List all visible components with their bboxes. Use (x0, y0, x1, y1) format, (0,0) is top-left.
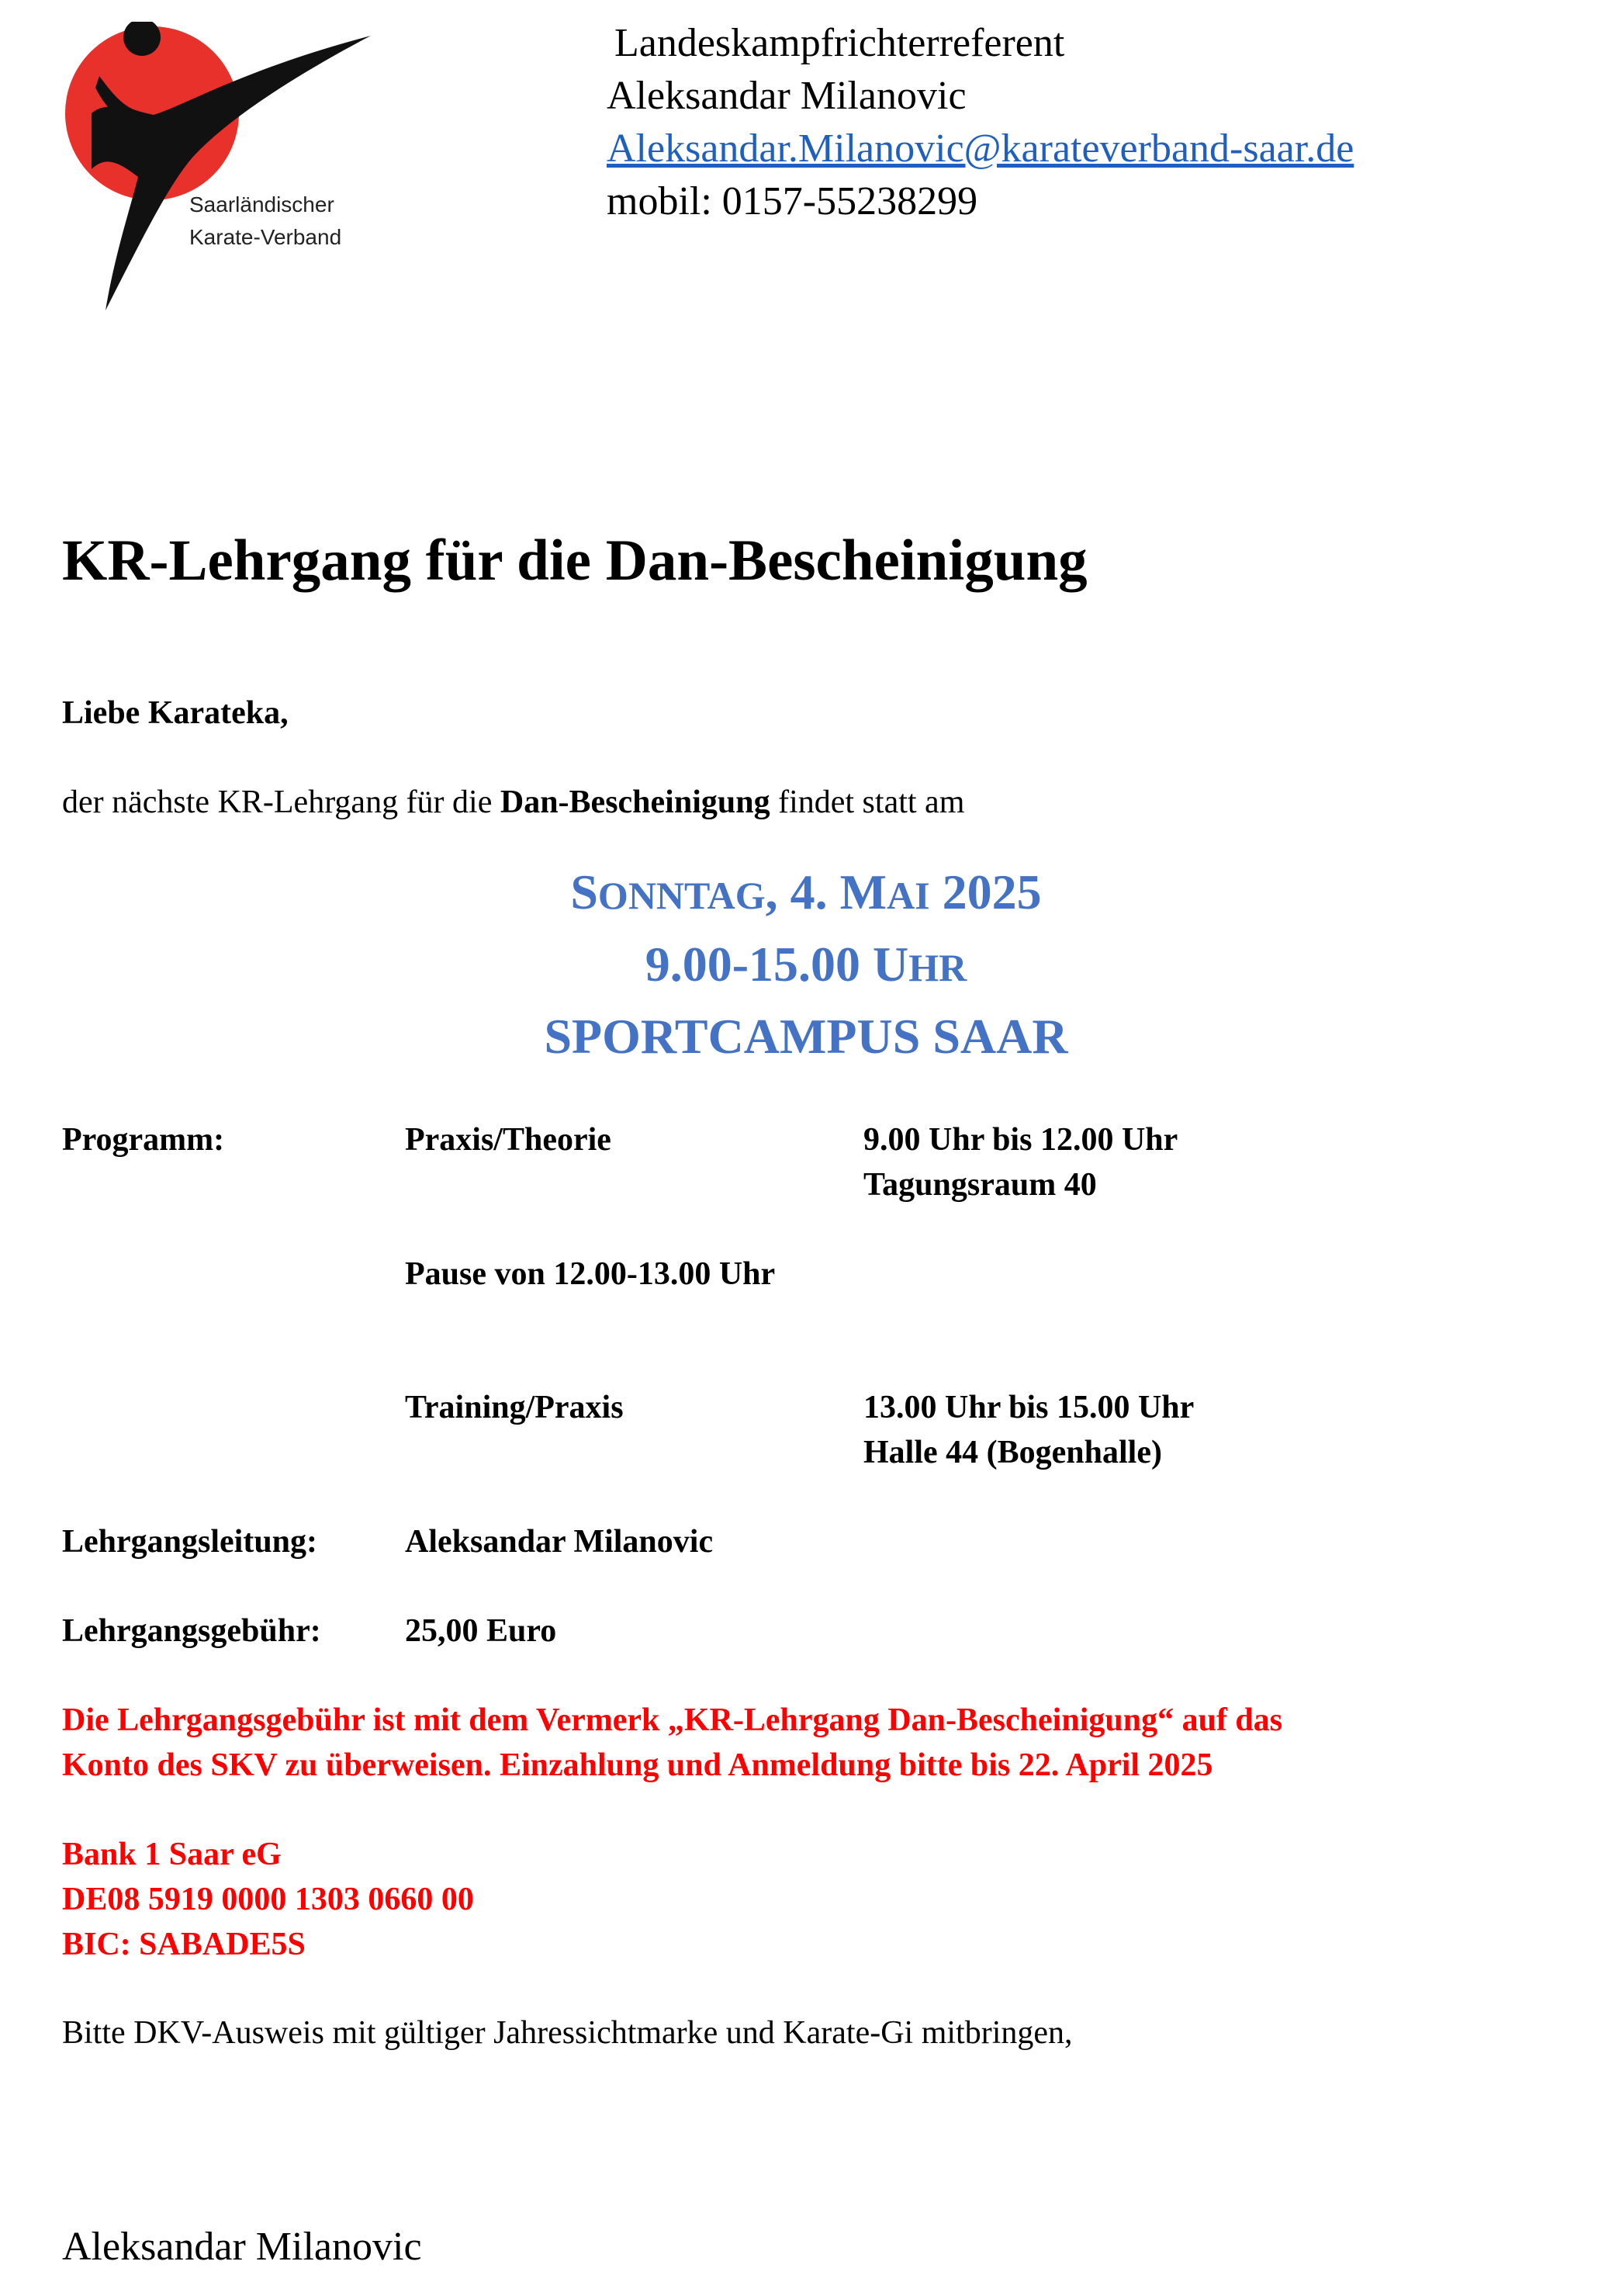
bank-iban: DE08 5919 0000 1303 0660 00 (62, 1882, 474, 1917)
payment-note-line-1: Die Lehrgangsgebühr ist mit dem Vermerk „KR-Lehrgang Dan-Bescheinigung“ auf das (62, 1702, 1283, 1738)
logo-line-2: Karate-Verband (189, 225, 342, 249)
greeting: Liebe Karateka, (62, 695, 289, 731)
page-title: KR-Lehrgang für die Dan-Bescheinigung (62, 528, 1088, 593)
program-activity-1: Praxis/Theorie (405, 1122, 611, 1158)
program-time-1: 9.00 Uhr bis 12.00 Uhr (863, 1122, 1178, 1158)
karate-figure-logo-icon (61, 22, 386, 317)
intro-after: findet statt am (770, 784, 965, 820)
program-room-1: Tagungsraum 40 (863, 1167, 1097, 1203)
bank-name: Bank 1 Saar eG (62, 1837, 282, 1872)
closing-text: Bitte DKV-Ausweis mit gültiger Jahressichtmarke und Karate-Gi mitbringen, (62, 2015, 1073, 2051)
logo-line-1: Saarländischer (189, 192, 334, 216)
program-label: Programm: (62, 1122, 225, 1158)
event-date: SONNTAG, 4. MAI 2025 (570, 864, 1042, 919)
bank-bic: BIC: SABADE5S (62, 1927, 306, 1962)
intro-text (62, 784, 964, 821)
contact-mobile: mobil: 0157-55238299 (607, 179, 978, 223)
payment-note-line-2: Konto des SKV zu überweisen. Einzahlung und Anmeldung bitte bis 22. April 2025 (62, 1747, 1213, 1783)
gebuehr-value: 25,00 Euro (405, 1613, 557, 1649)
program-activity-2: Training/Praxis (405, 1390, 624, 1425)
event-location: SPORTCAMPUS SAAR (544, 1009, 1068, 1064)
contact-name: Aleksandar Milanovic (607, 74, 967, 118)
contact-block (607, 17, 1354, 228)
logo (61, 22, 386, 317)
event-time: 9.00-15.00 UHR (645, 937, 967, 992)
intro-bold: Dan-Bescheinigung (500, 784, 770, 820)
program-pause: Pause von 12.00-13.00 Uhr (405, 1256, 776, 1292)
leitung-label: Lehrgangsleitung: (62, 1524, 318, 1560)
email-link[interactable]: Aleksandar.Milanovic@karateverband-saar.de (607, 126, 1354, 171)
program-time-2: 13.00 Uhr bis 15.00 Uhr (863, 1390, 1195, 1425)
contact-role: Landeskampfrichterreferent (614, 21, 1065, 65)
gebuehr-label: Lehrgangsgebühr: (62, 1613, 321, 1649)
program-room-2: Halle 44 (Bogenhalle) (863, 1435, 1162, 1470)
intro-before: der nächste KR-Lehrgang für die (62, 784, 500, 820)
event-block (0, 863, 1612, 1066)
signature: Aleksandar Milanovic (62, 2225, 422, 2269)
leitung-value: Aleksandar Milanovic (405, 1524, 714, 1560)
